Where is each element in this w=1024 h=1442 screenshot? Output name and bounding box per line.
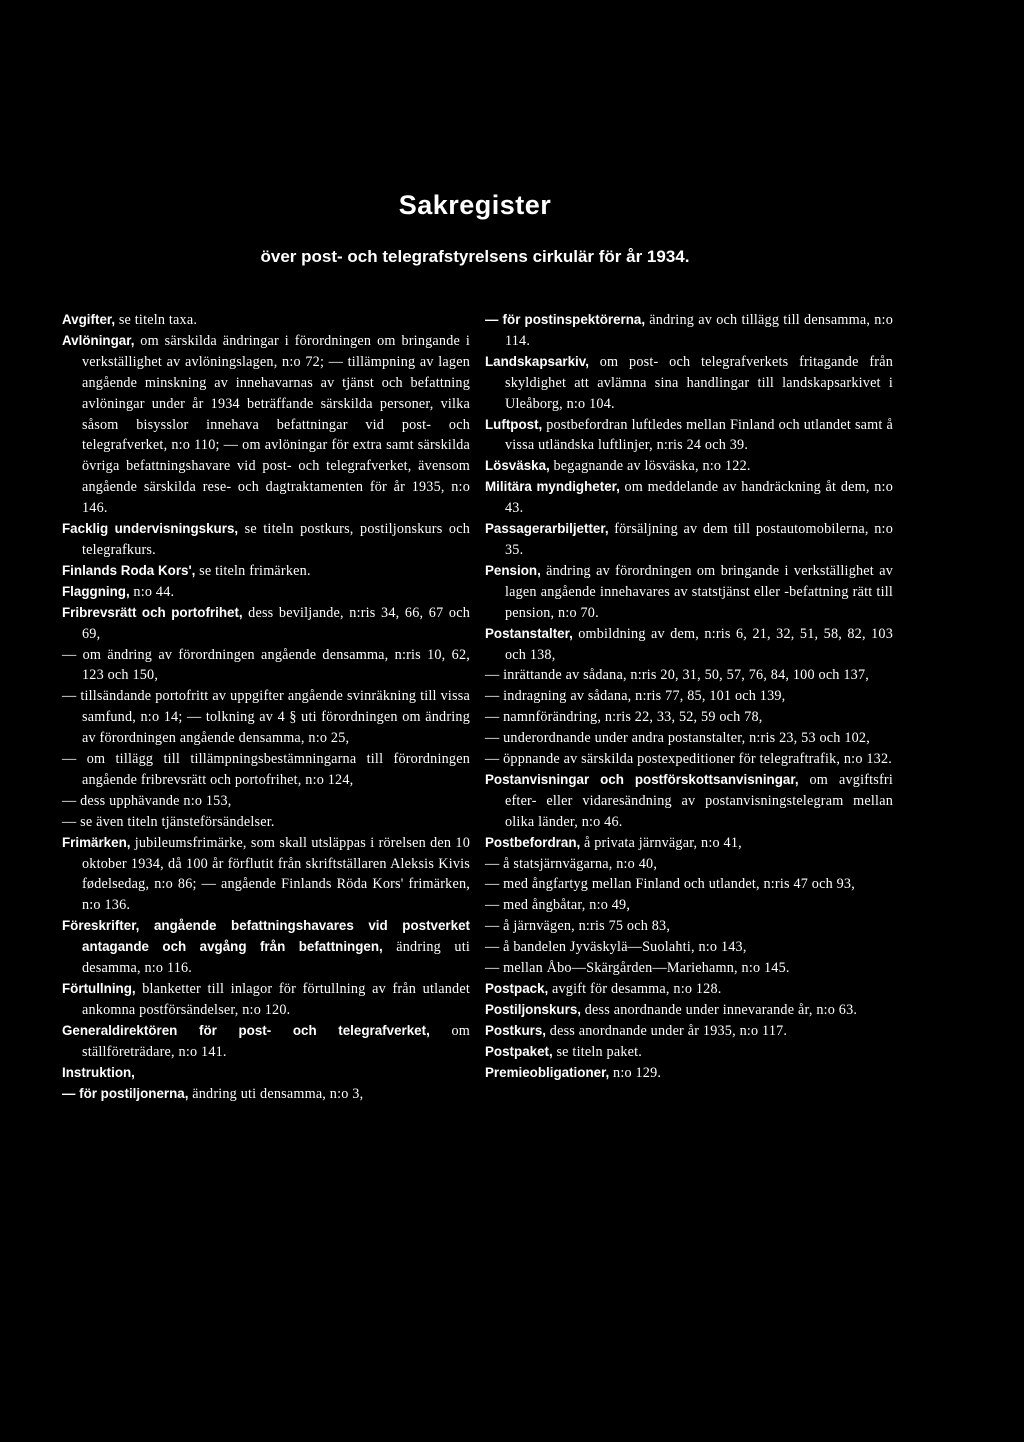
index-entry [485,958,893,979]
entry-text: dess anordnande under innevarande år, n:o 63. [581,1001,858,1018]
index-entry [62,979,470,1021]
entry-text: se titeln postkurs, postiljonskurs och telegrafkurs. [82,521,471,558]
index-entry [485,854,893,875]
entry-heading: Landskapsarkiv, [485,353,589,369]
index-entry [62,331,470,519]
entry-text: se titeln frimärken. [195,562,311,579]
index-entry [62,1063,470,1084]
index-entry [62,686,470,749]
index-entry [62,582,470,603]
index-entry [485,477,893,519]
index-column-left [62,310,470,1104]
index-entry [62,1021,470,1063]
entry-text: begagnande av lösväska, n:o 122. [549,458,751,475]
index-entry [485,728,893,749]
entry-text: — se även titeln tjänsteförsändelser. [62,813,275,830]
index-entry [485,665,893,686]
entry-heading: Generaldirektören för post- och telegrafverket, [62,1022,430,1038]
entry-text: avgift för desamma, n:o 128. [548,981,722,997]
entry-heading: Militära myndigheter, [485,479,620,495]
page-title: Sakregister [398,190,552,220]
entry-heading: Finlands Roda Kors', [62,562,196,578]
index-entry [485,352,893,415]
entry-text: dess anordnande under år 1935, n:o 117. [546,1022,788,1039]
index-entry [62,519,470,561]
index-entry [485,749,893,770]
entry-heading: Avlöningar, [62,332,135,348]
index-entry [62,916,470,979]
index-entry [485,895,893,916]
index-entry [485,561,893,624]
entry-heading: Premieobligationer, [485,1064,610,1080]
index-entry [62,749,470,791]
index-entry [62,1084,470,1105]
entry-heading: Postpaket, [485,1043,553,1059]
entry-heading: Postpack, [485,981,549,996]
entry-text: se titeln taxa. [115,312,198,328]
entry-heading: Förtullning, [62,981,136,996]
entry-text: — mellan Åbo—Skärgården—Mariehamn, n:o 145. [485,960,790,977]
index-entry [62,833,470,917]
entry-text: postbefordran luftledes mellan Finland och utlandet samt å vissa utländska luftlinjer, n:ris 24 och 39. [505,416,893,454]
entry-text: ändring uti desamma, n:o 116. [82,939,471,977]
entry-text: — tillsändande portofritt av uppgifter angående svinräkning till vissa samfund, n:o 14; — tolkning av 4 § uti förordningen om ändring av förordningen angående densamma, n:o 25, [62,688,470,747]
index-entry [485,519,893,561]
entry-text: — å statsjärnvägarna, n:o 40, [485,855,658,872]
entry-text: — indragning av sådana, n:ris 77, 85, 101 och 139, [485,688,786,705]
entry-text: n:o 44. [129,583,175,600]
index-entry [62,791,470,812]
entry-heading: Passagerarbiljetter, [485,521,609,537]
index-entry [485,1042,893,1063]
index-entry [62,812,470,833]
entry-heading: Instruktion, [62,1064,135,1080]
entry-text: försäljning av dem till postautomobilerna, n:o 35. [505,521,893,558]
index-entry [485,874,893,895]
index-entry [485,624,893,666]
entry-heading: Postanvisningar och postförskottsanvisningar, [485,771,799,787]
entry-text: dess beviljande, n:ris 34, 66, 67 och 69, [82,604,470,642]
entry-text: — dess upphävande n:o 153, [62,792,232,809]
entry-text: — inrättande av sådana, n:ris 20, 31, 50, 57, 76, 84, 100 och 137, [485,667,869,684]
entry-heading: Luftpost, [485,416,543,432]
entry-text: — med ångbåtar, n:o 49, [485,897,631,914]
index-entry [485,1021,893,1042]
index-entry [485,707,893,728]
entry-heading: Postbefordran, [485,834,581,850]
entry-text: — underordnande under andra postanstalter, n:ris 23, 53 och 102, [485,730,870,747]
entry-text: å privata järnvägar, n:o 41, [580,834,742,851]
entry-heading: Fribrevsrätt och portofrihet, [62,604,243,620]
index-entry [62,561,470,582]
index-column-right [485,310,893,1084]
entry-text: ombildning av dem, n:ris 6, 21, 32, 51, 58, 82, 103 och 138, [505,625,893,663]
page-subtitle: över post- och telegrafstyrelsens cirkulär för år 1934. [260,247,690,266]
entry-text: blanketter till inlagor för förtullning av från utlandet ankomna postförsändelser, n:o 120. [82,981,470,1018]
entry-text: — om ändring av förordningen angående densamma, n:ris 10, 62, 123 och 150, [62,646,470,684]
entry-text: — öppnande av särskilda postexpeditioner för telegraftrafik, n:o 132. [485,751,892,768]
index-entry [485,937,893,958]
entry-heading: Avgifter, [62,312,116,327]
entry-text: — om tillägg till tillämpningsbestämningarna till förordningen angående fribrevsrätt och portofrihet, n:o 124, [62,751,470,788]
entry-heading: Flaggning, [62,583,130,599]
entry-heading: Pension, [485,562,541,578]
entry-text: om avgiftsfri efter- eller vidaresändning av postanvisningstelegram mellan olika länder, n:o 46. [505,771,893,830]
entry-text: — namnförändring, n:ris 22, 33, 52, 59 och 78, [485,709,763,726]
entry-text: om ställföreträdare, n:o 141. [82,1022,470,1060]
entry-text: jubileumsfrimärke, som skall utsläppas i rörelsen den 10 oktober 1934, då 100 år förflutit från skriftställaren Aleksis Kivis fødelsedag, n:o 86; — angående Finlands Röda Kors' frimärken, n:o 136. [82,834,470,914]
index-entry [485,770,893,833]
index-entry [485,456,893,477]
entry-heading: Föreskrifter, angående befattningshavares vid postverket antagande och avgång från befattningen, [62,918,470,955]
entry-text: n:o 129. [609,1064,662,1081]
entry-heading: Postanstalter, [485,625,573,641]
index-entry [485,1000,893,1021]
index-entry [485,415,893,457]
entry-text: — å järnvägen, n:ris 75 och 83, [485,918,671,935]
entry-heading: — för postinspektörerna, [485,312,646,327]
entry-text: — å bandelen Jyväskylä—Suolahti, n:o 143, [485,939,747,956]
entry-text: ändring uti densamma, n:o 3, [188,1085,364,1102]
entry-text: se titeln paket. [552,1043,643,1060]
index-entry [62,310,470,331]
index-entry [62,645,470,687]
entry-heading: Facklig undervisningskurs, [62,521,239,537]
index-entry [485,1063,893,1084]
entry-heading: — för postiljonerna, [62,1085,189,1101]
index-entry [485,833,893,854]
entry-text: om särskilda ändringar i förordningen om bringande i verkställighet av avlöningslagen, n:o 72; — tillämpning av lagen angående minskning av innehavarnas av tjänst och befattning avlöningar under år 1934 beträffande särskilda personer, vilka såsom bisysslor innehava befattningar vid post- och telegrafverket, n:o 110; — om avlöningar för extra samt särskilda övriga befattningshavare vid post- och telegrafverket, ävensom angående särskilda rese- och dagtraktamenten för år 1935, n:o 146. [82,332,470,517]
entry-text: om post- och telegrafverkets fritagande från skyldighet att avlämna sina handlingar till landskapsarkivet i Uleåborg, n:o 104. [505,353,893,412]
index-entry [485,916,893,937]
entry-text: — med ångfartyg mellan Finland och utlandet, n:ris 47 och 93, [485,876,855,893]
entry-heading: Postiljonskurs, [485,1001,581,1017]
index-entry [485,686,893,707]
index-entry [485,310,893,352]
entry-heading: Postkurs, [485,1022,547,1038]
entry-text: ändring av förordningen om bringande i verkställighet av lagen angående innehavares av statstjänst eller -befattning rätt till pension, n:o 70. [505,562,893,621]
index-entry [485,979,893,1000]
entry-heading: Frimärken, [62,834,131,850]
index-entry [62,603,470,645]
entry-text: om meddelande av handräckning åt dem, n:o 43. [505,479,893,517]
entry-text: ändring av och tillägg till densamma, n:o 114. [505,312,893,349]
entry-heading: Lösväska, [485,458,550,474]
